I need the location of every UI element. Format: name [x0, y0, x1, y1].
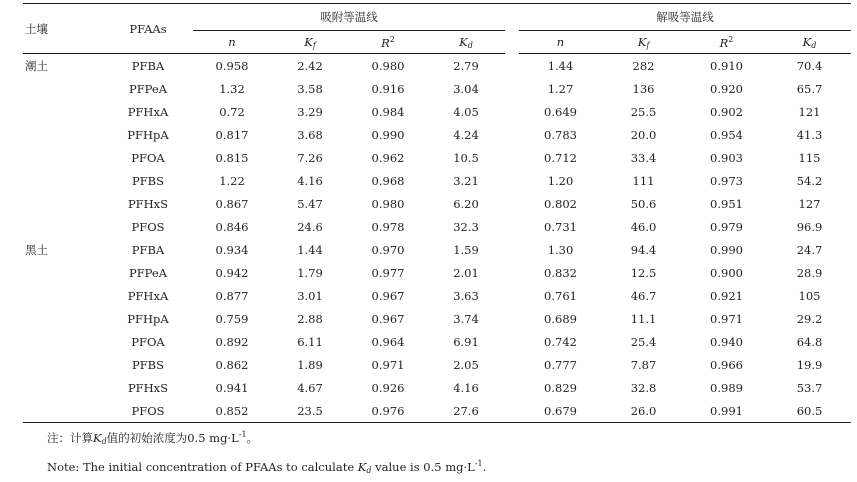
cell-soil [23, 215, 103, 238]
cell-des-r2: 0.979 [710, 219, 743, 234]
cell-compound: PFBA [131, 242, 165, 257]
cell-ads-n: 0.72 [219, 104, 245, 119]
cell-des-kf: 94.4 [630, 242, 657, 257]
cell-ads-r2: 0.990 [371, 127, 405, 142]
cell-des-kf: 136 [632, 81, 655, 96]
cell-des-kd: 65.7 [796, 81, 823, 96]
cell-des-n: 0.689 [544, 311, 577, 326]
cell-compound: PFHxS [127, 196, 169, 211]
cell-compound: PFPeA [128, 81, 168, 96]
header-des-r2: $R^2$ [685, 31, 768, 54]
cell-des-kf: 50.6 [630, 196, 657, 211]
cell-ads-n: 0.759 [215, 311, 249, 326]
cell-ads-kd: 4.16 [453, 380, 479, 395]
cell-ads-kf: 5.47 [297, 196, 323, 211]
cell-compound: PFOA [131, 334, 165, 349]
cell-soil [23, 77, 103, 100]
cell-ads-r2: 0.926 [371, 380, 405, 395]
table-row [23, 54, 851, 78]
cell-des-r2: 0.902 [710, 104, 743, 119]
cell-des-n: 0.679 [519, 399, 602, 423]
table-notes [47, 424, 486, 482]
table-row [23, 238, 851, 261]
cell-soil [23, 100, 103, 123]
table-row [23, 353, 851, 376]
table-row [23, 77, 851, 100]
cell-des-r2: 0.990 [710, 242, 743, 257]
cell-ads-n: 0.877 [215, 288, 249, 303]
cell-ads-r2: 0.916 [371, 81, 405, 96]
cell-ads-kd: 3.04 [453, 81, 479, 96]
cell-des-kf: 46.7 [630, 288, 657, 303]
cell-des-r2: 0.971 [710, 311, 743, 326]
cell-des-kf: 11.1 [630, 311, 657, 326]
header-des-kf: $K_f$ [602, 31, 685, 54]
cell-des-kd: 29.2 [796, 311, 823, 326]
cell-ads-kf: 23.5 [271, 399, 349, 423]
cell-des-n: 0.761 [544, 288, 577, 303]
cell-des-kf: 7.87 [630, 357, 657, 372]
cell-soil [23, 146, 103, 169]
cell-compound: PFOS [103, 399, 193, 423]
cell-des-r2: 0.940 [710, 334, 743, 349]
cell-ads-n: 1.32 [219, 81, 245, 96]
cell-des-n: 1.20 [547, 173, 574, 188]
cell-compound: PFBS [131, 173, 165, 188]
cell-des-n: 0.712 [544, 150, 577, 165]
cell-ads-kf: 2.88 [297, 311, 323, 326]
cell-ads-kf: 1.89 [297, 357, 323, 372]
cell-ads-n: 0.817 [215, 127, 249, 142]
table-row [23, 261, 851, 284]
cell-soil [23, 399, 103, 423]
cell-des-kd: 28.9 [796, 265, 823, 280]
table-row [23, 307, 851, 330]
cell-des-kd: 24.7 [796, 242, 823, 257]
cell-ads-n: 0.934 [215, 242, 249, 257]
cell-soil [23, 284, 103, 307]
table-body [23, 54, 851, 423]
cell-ads-n: 0.941 [215, 380, 249, 395]
table-row [23, 192, 851, 215]
cell-ads-n: 0.846 [215, 219, 249, 234]
cell-soil [23, 123, 103, 146]
cell-soil [23, 261, 103, 284]
table-row [23, 146, 851, 169]
cell-soil [23, 192, 103, 215]
cell-des-kd: 41.3 [796, 127, 823, 142]
table-row [23, 169, 851, 192]
isotherm-parameters-table [23, 3, 851, 423]
cell-des-r2: 0.973 [710, 173, 743, 188]
cell-ads-kd: 3.21 [453, 173, 479, 188]
cell-ads-kf: 24.6 [297, 219, 323, 234]
cell-ads-n: 0.892 [215, 334, 249, 349]
header-adsorption-isotherm: 吸附等温线 [193, 4, 505, 31]
cell-compound: PFBA [131, 58, 165, 73]
table-row [23, 330, 851, 353]
cell-ads-kf: 6.11 [297, 334, 323, 349]
cell-des-r2: 0.921 [710, 288, 743, 303]
cell-compound: PFHxA [127, 288, 169, 303]
cell-ads-r2: 0.971 [371, 357, 405, 372]
cell-des-r2: 0.903 [710, 150, 743, 165]
cell-des-kd: 64.8 [796, 334, 823, 349]
cell-des-kf: 282 [632, 58, 655, 73]
cell-des-n: 1.30 [547, 242, 574, 257]
cell-ads-n: 0.958 [215, 58, 249, 73]
cell-ads-kd: 32.3 [453, 219, 479, 234]
cell-des-r2: 0.910 [710, 58, 743, 73]
cell-des-n: 0.832 [544, 265, 577, 280]
cell-soil [23, 353, 103, 376]
cell-compound: PFBS [131, 357, 165, 372]
cell-ads-kd: 3.74 [453, 311, 479, 326]
cell-des-kd: 19.9 [796, 357, 823, 372]
cell-des-n: 1.44 [547, 58, 574, 73]
cell-des-kd: 54.2 [796, 173, 823, 188]
cell-des-r2: 0.989 [710, 380, 743, 395]
cell-ads-kd: 2.01 [453, 265, 479, 280]
cell-des-n: 1.27 [547, 81, 574, 96]
cell-ads-kf: 1.44 [297, 242, 323, 257]
cell-des-kf: 25.4 [630, 334, 657, 349]
cell-des-kd: 60.5 [768, 399, 851, 423]
cell-soil [23, 330, 103, 353]
cell-des-kf: 32.8 [630, 380, 657, 395]
cell-des-kf: 26.0 [602, 399, 685, 423]
table-row [23, 376, 851, 399]
table-row [23, 399, 851, 423]
cell-des-r2: 0.966 [710, 357, 743, 372]
cell-ads-n: 0.942 [215, 265, 249, 280]
cell-des-kf: 25.5 [630, 104, 657, 119]
cell-des-kd: 121 [798, 104, 821, 119]
cell-ads-r2: 0.976 [349, 399, 427, 423]
cell-ads-kf: 3.01 [297, 288, 323, 303]
cell-des-kd: 53.7 [796, 380, 823, 395]
cell-des-n: 0.649 [544, 104, 577, 119]
cell-soil [23, 307, 103, 330]
cell-des-kf: 111 [632, 173, 655, 188]
cell-ads-r2: 0.984 [371, 104, 405, 119]
cell-ads-kf: 7.26 [297, 150, 323, 165]
cell-des-n: 0.731 [544, 219, 577, 234]
cell-ads-kd: 2.05 [453, 357, 479, 372]
cell-soil [23, 169, 103, 192]
cell-ads-kd: 6.20 [453, 196, 479, 211]
cell-des-n: 0.742 [544, 334, 577, 349]
header-des-n: n [519, 31, 602, 54]
cell-soil: 黑土 [25, 242, 48, 257]
cell-compound: PFOA [131, 150, 165, 165]
cell-ads-r2: 0.964 [371, 334, 405, 349]
cell-des-r2: 0.991 [685, 399, 768, 423]
cell-ads-n: 0.862 [215, 357, 249, 372]
cell-ads-r2: 0.962 [371, 150, 405, 165]
cell-des-kf: 20.0 [630, 127, 657, 142]
cell-ads-kd: 27.6 [427, 399, 505, 423]
cell-ads-r2: 0.977 [371, 265, 405, 280]
table-row [23, 215, 851, 238]
cell-ads-kd: 3.63 [453, 288, 479, 303]
note-english: Note: The initial concentration of PFAAs to calculate $K_d$ value is 0.5 $mg\cdot L^{-1}$. [47, 459, 487, 475]
table-row [23, 100, 851, 123]
cell-des-n: 0.783 [544, 127, 577, 142]
cell-ads-r2: 0.970 [371, 242, 405, 257]
cell-des-kd: 105 [798, 288, 821, 303]
cell-des-r2: 0.951 [710, 196, 743, 211]
cell-compound: PFHpA [127, 127, 169, 142]
cell-des-kd: 70.4 [796, 58, 823, 73]
cell-ads-kd: 4.05 [453, 104, 479, 119]
cell-des-n: 0.802 [544, 196, 577, 211]
cell-ads-r2: 0.968 [371, 173, 405, 188]
cell-compound: PFHxS [127, 380, 169, 395]
cell-ads-n: 1.22 [219, 173, 245, 188]
cell-ads-kf: 4.16 [297, 173, 323, 188]
cell-ads-kf: 4.67 [297, 380, 323, 395]
cell-des-r2: 0.920 [710, 81, 743, 96]
cell-ads-kd: 4.24 [453, 127, 479, 142]
header-soil: 土壤 [23, 4, 103, 54]
table-row [23, 284, 851, 307]
cell-ads-kf: 3.58 [297, 81, 323, 96]
cell-des-kf: 12.5 [630, 265, 657, 280]
cell-compound: PFHxA [127, 104, 169, 119]
cell-soil [23, 376, 103, 399]
cell-compound: PFPeA [128, 265, 168, 280]
cell-ads-kd: 1.59 [453, 242, 479, 257]
cell-ads-r2: 0.967 [371, 288, 405, 303]
cell-ads-kd: 2.79 [453, 58, 479, 73]
cell-des-kf: 46.0 [630, 219, 657, 234]
cell-des-kf: 33.4 [630, 150, 657, 165]
header-ads-r2: $R^2$ [349, 31, 427, 54]
cell-ads-n: 0.815 [215, 150, 249, 165]
cell-des-kd: 96.9 [796, 219, 823, 234]
cell-ads-kd: 10.5 [453, 150, 479, 165]
cell-ads-r2: 0.967 [371, 311, 405, 326]
header-desorption-isotherm: 解吸等温线 [519, 4, 851, 31]
cell-des-kd: 127 [798, 196, 821, 211]
cell-compound: PFOS [131, 219, 165, 234]
cell-ads-kf: 2.42 [297, 58, 323, 73]
cell-ads-kf: 3.68 [297, 127, 323, 142]
cell-ads-kd: 6.91 [453, 334, 479, 349]
cell-ads-r2: 0.980 [371, 58, 405, 73]
cell-ads-kf: 1.79 [297, 265, 323, 280]
note-chinese: 注：计算$K_d$值的初始浓度为0.5 $mg\cdot L^{-1}$。 [47, 430, 259, 446]
cell-ads-r2: 0.980 [371, 196, 405, 211]
cell-ads-n: 0.867 [215, 196, 249, 211]
cell-ads-kf: 3.29 [297, 104, 323, 119]
cell-des-r2: 0.954 [710, 127, 743, 142]
cell-des-n: 0.777 [544, 357, 577, 372]
header-ads-n: n [193, 31, 271, 54]
cell-soil: 潮土 [25, 58, 48, 73]
table-row [23, 123, 851, 146]
header-des-kd: $K_d$ [768, 31, 851, 54]
cell-des-kd: 115 [798, 150, 821, 165]
cell-ads-n: 0.852 [193, 399, 271, 423]
header-ads-kd: $K_d$ [427, 31, 505, 54]
header-pfaas: PFAAs [103, 4, 193, 54]
header-ads-kf: $K_f$ [271, 31, 349, 54]
cell-des-r2: 0.900 [710, 265, 743, 280]
cell-ads-r2: 0.978 [371, 219, 405, 234]
cell-des-n: 0.829 [544, 380, 577, 395]
cell-compound: PFHpA [127, 311, 169, 326]
